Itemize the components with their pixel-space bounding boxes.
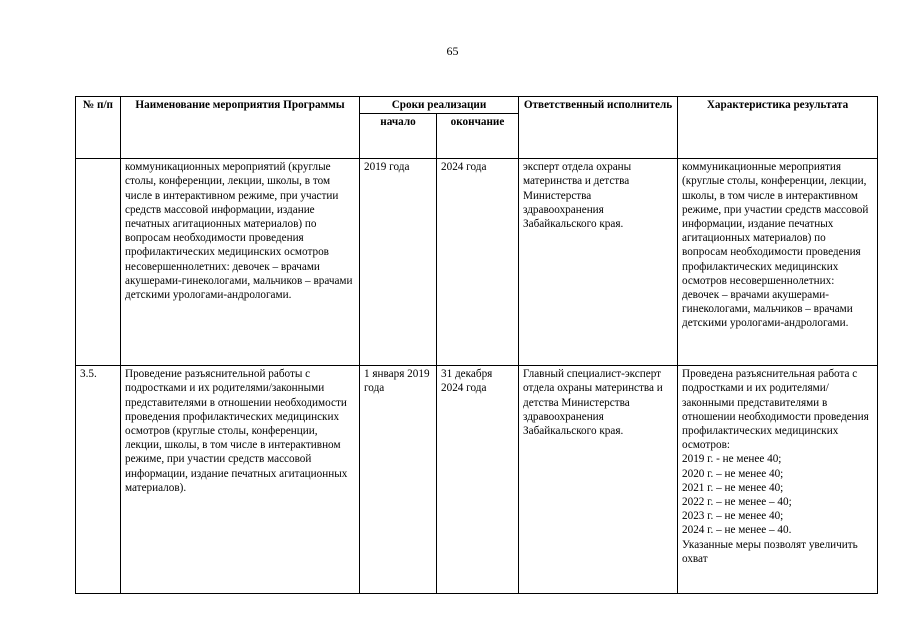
row-end: 31 декабря 2024 года (437, 366, 519, 594)
header-responsible: Ответственный исполнитель (519, 97, 678, 159)
table-row (76, 366, 878, 594)
row-start: 1 января 2019 года (360, 366, 437, 594)
header-no: № п/п (76, 97, 121, 159)
header-period-group: Сроки реализации (360, 97, 519, 114)
row-responsible: эксперт отдела охраны материнства и детства Министерства здравоохранения Забайкальского края. (519, 159, 678, 366)
row-end: 2024 года (437, 159, 519, 366)
header-name: Наименование мероприятия Программы (121, 97, 360, 159)
header-start: начало (360, 114, 437, 159)
row-name: Проведение разъяснительной работы с подростками и их родителями/законными представителями в отношении необходимости проведения профилактических медицинских осмотров (круглые столы, конференции, лекции, школы, в том числе в интерактивном режиме, при участии средств массовой информации, издание печатных агитационных материалов). (121, 366, 360, 594)
row-number (76, 159, 121, 366)
row-responsible: Главный специалист-эксперт отдела охраны материнства и детства Министерства здравоохранения Забайкальского края. (519, 366, 678, 594)
table-row (76, 159, 878, 366)
row-result: Проведена разъяснительная работа с подростками и их родителями/законными представителями в отношении необходимости проведения профилактических медицинских осмотров: 2019 г. - не менее 40; 2020 г. – не менее 40; 2021 г. – не менее 40; 2022 г. – не менее – 40; 2023 г. – не менее 40; 2024 г. – не менее – 40. Указанные меры позволят увеличить охват (678, 366, 878, 594)
row-result: коммуникационные мероприятия (круглые столы, конференции, лекции, школы, в том числе в интерактивном режиме, при участии средств массовой информации, издание печатных агитационных материалов) по вопросам необходимости проведения профилактических медицинских осмотров несовершеннолетних: девочек – врачами акушерами-гинекологами, мальчиков – врачами детскими урологами-андрологами. (678, 159, 878, 366)
row-start: 2019 года (360, 159, 437, 366)
header-result: Характеристика результата (678, 97, 878, 159)
header-end: окончание (437, 114, 519, 159)
program-table (75, 96, 878, 594)
table-header-row (76, 97, 878, 114)
row-name: коммуникационных мероприятий (круглые столы, конференции, лекции, школы, в том числе в интерактивном режиме, при участии средств массовой информации, издание печатных агитационных материалов) по вопросам необходимости проведения профилактических медицинских осмотров несовершеннолетних: девочек – врачами акушерами-гинекологами, мальчиков – врачами детскими урологами-андрологами. (121, 159, 360, 366)
page-number: 65 (446, 44, 459, 58)
row-number: 3.5. (76, 366, 121, 594)
